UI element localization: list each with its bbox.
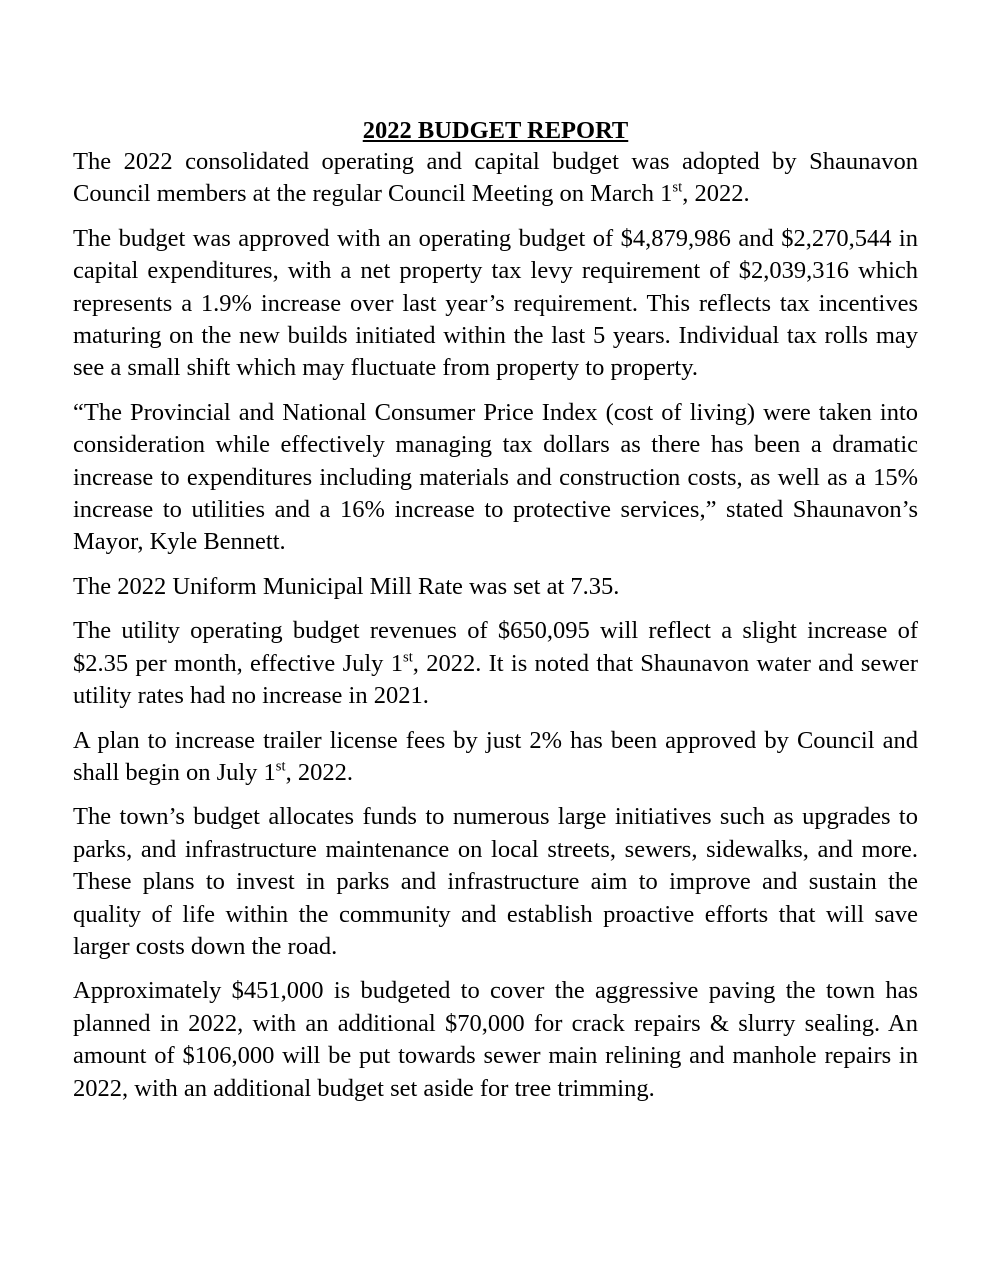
ordinal-suffix: st bbox=[402, 649, 413, 666]
paragraph-trailer-fees bbox=[73, 725, 918, 790]
ordinal-suffix: st bbox=[672, 179, 683, 196]
paragraph-mill-rate: The 2022 Uniform Municipal Mill Rate was set at 7.35. bbox=[73, 572, 620, 600]
paragraph-initiatives: The town’s budget allocates funds to numerous large initiatives such as upgrades to parks, and infrastructure maintenance on local streets, sewers, sidewalks, and more. These plans to invest in parks and infrastructure aim to improve and sustain the quality of life within the community and establish proactive efforts that will save larger costs down the road. bbox=[73, 803, 918, 960]
paragraph-utility-text: The utility operating budget revenues of $650,095 will reflect a slight increase of $2.35 per month, effective July 1 bbox=[73, 617, 918, 677]
paragraph-adoption-text-end: , 2022. bbox=[682, 180, 750, 208]
paragraph-utility-budget bbox=[73, 615, 918, 712]
paragraph-trailer-text-end: , 2022. bbox=[285, 758, 353, 786]
paragraph-adoption-text: The 2022 consolidated operating and capital budget was adopted by Shaunavon Council members at the regular Council Meeting on March 1 bbox=[73, 148, 918, 208]
paragraph-adoption bbox=[73, 146, 918, 211]
paragraph-paving: Approximately $451,000 is budgeted to cover the aggressive paving the town has planned in 2022, with an additional $70,000 for crack repairs & slurry sealing. An amount of $106,000 will be put towards sewer main relining and manhole repairs in 2022, with an additional budget set aside for tree trimming. bbox=[73, 977, 918, 1102]
document-title: 2022 BUDGET REPORT bbox=[362, 117, 629, 144]
paragraph-utility-text-end: , 2022. It is noted that Shaunavon water and sewer utility rates had no increase in 2021. bbox=[73, 649, 918, 710]
paragraph-trailer-text: A plan to increase trailer license fees by just 2% has been approved by Council and shall begin on July 1 bbox=[73, 726, 918, 786]
paragraph-budget-approval: The budget was approved with an operating budget of $4,879,986 and $2,270,544 in capital expenditures, with a net property tax levy requirement of $2,039,316 which represents a 1.9% increase over last year’s requirement. This reflects tax incentives maturing on the new builds initiated within the last 5 years. Individual tax rolls may see a small shift which may fluctuate from property to property. bbox=[73, 224, 918, 382]
ordinal-suffix: st bbox=[275, 758, 286, 775]
document-page bbox=[73, 116, 918, 1117]
paragraph-mayor-quote: “The Provincial and National Consumer Price Index (cost of living) were taken into consideration while effectively managing tax dollars as there has been a dramatic increase to expenditures including materials and construction costs, as well as a 15% increase to utilities and a 16% increase to protective services,” stated Shaunavon’s Mayor, Kyle Bennett. bbox=[73, 398, 918, 556]
